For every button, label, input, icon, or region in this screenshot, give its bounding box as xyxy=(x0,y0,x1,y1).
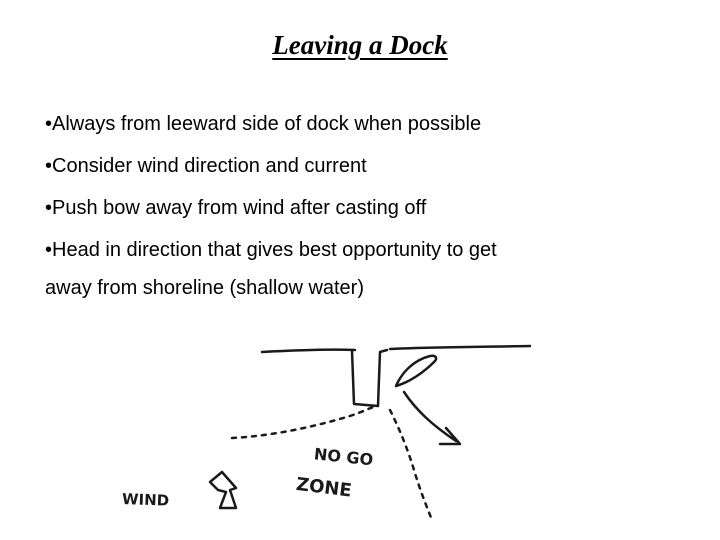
dock-outline xyxy=(352,350,387,406)
bullet-text: Push bow away from wind after casting off xyxy=(52,197,427,219)
dock-sketch xyxy=(0,330,720,540)
bullet-marker: • xyxy=(45,113,53,135)
bullet-item xyxy=(45,152,705,180)
bullet-list xyxy=(45,110,705,302)
bullet-item xyxy=(45,194,705,222)
bullet-text: Consider wind direction and current xyxy=(52,155,367,177)
bullet-text: Head in direction that gives best opportunity to get xyxy=(52,239,497,261)
wind-arrow-icon xyxy=(210,472,236,508)
bullet-continuation: away from shoreline (shallow water) xyxy=(45,277,365,299)
bullet-text: Always from leeward side of dock when possible xyxy=(52,113,482,135)
shoreline-line xyxy=(262,346,530,352)
bullet-item xyxy=(45,110,705,138)
no-go-boundary-right xyxy=(390,410,432,520)
slide-title: Leaving a Dock xyxy=(272,30,448,60)
no-go-boundary-left xyxy=(232,406,376,438)
bullet-marker: • xyxy=(45,197,53,219)
exit-arrow-line xyxy=(404,392,456,441)
sketch-ink xyxy=(210,346,530,520)
no-go-label-line2: ZONE xyxy=(294,473,353,502)
bullet-marker: • xyxy=(45,155,53,177)
boat-shape xyxy=(396,356,436,386)
no-go-label-line1: NO GO xyxy=(313,444,375,470)
wind-label: WIND xyxy=(121,490,170,510)
bullet-item xyxy=(45,236,705,264)
bullet-marker: • xyxy=(45,239,53,261)
